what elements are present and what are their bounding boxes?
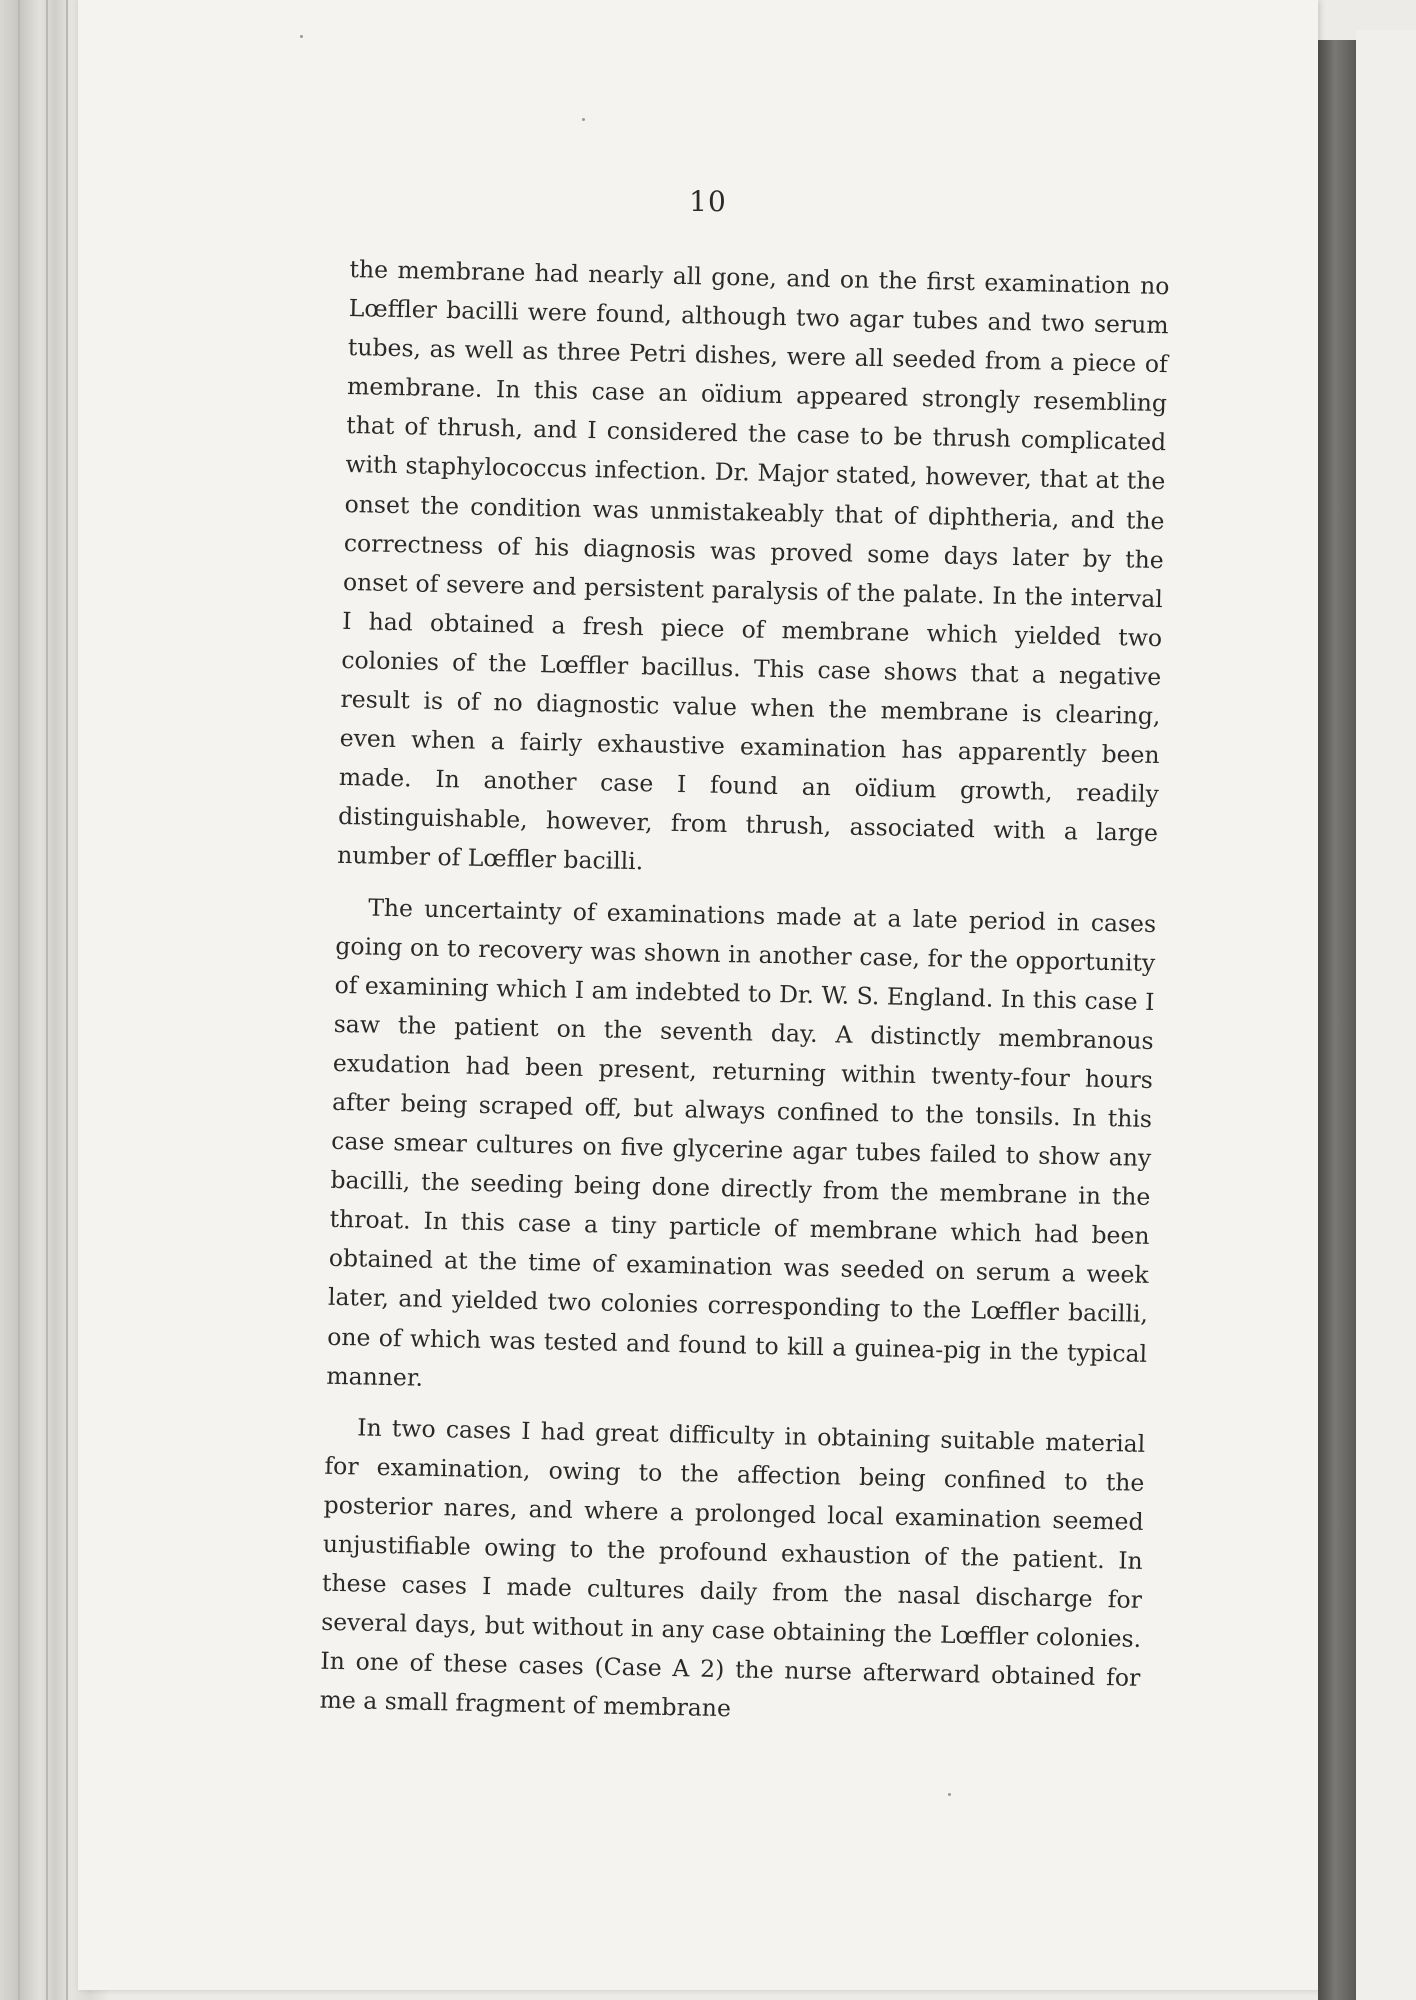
paper-speck <box>582 118 585 121</box>
paragraph: In two cases I had great difficulty in obtaining suitable material for examination, owing to the affection being confined to the posterior nares, and where a prolonged local examination seemed unjustifiable owing to the profound exhaustion of the patient. In these cases I made cultures daily from the nasal discharge for several days, but without in any case obtaining the Lœffler colonies. In one of these cases (Case A 2) the nurse afterward obtained for me a small fragment of membrane <box>319 1413 1146 1723</box>
facing-page-edge <box>1356 30 1416 2000</box>
paragraph: the membrane had nearly all gone, and on the first examination no Lœffler bacilli were found, although two agar tubes and two serum tubes, as well as three Petri dishes, were all seeded from a piece of membrane. In this case an oïdium appeared strongly resembling that of thrush, and I considered the case to be thrush complicated with staphylococcus infection. Dr. Major stated, however, that at the onset the condition was unmistakeably that of diphtheria, and the correctness of his diagnosis was proved some days later by the onset of severe and persistent paralysis of the palate. In the interval I had obtained a fresh piece of membrane which yielded two colonies of the Lœffler bacillus. This case shows that a negative result is of no diagnostic value when the membrane is clearing, even when a fairly exhaustive examination has apparently been made. In another case I found an oïdium growth, readily distinguishable, however, from thrush, associated with a large number of Lœffler bacilli. <box>337 254 1170 876</box>
page-edge-line <box>18 0 20 2000</box>
paper-speck <box>948 1793 951 1796</box>
body-text <box>319 250 1170 1749</box>
paragraph: The uncertainty of examinations made at a late period in cases going on to recovery was shown in another case, for the opportunity of examining which I am indebted to Dr. W. S. England. In this case I saw the patient on the seventh day. A distinctly membranous exudation had been present, returning within twenty-four hours after being scraped off, but always confined to the tonsils. In this case smear cultures on five glycerine agar tubes failed to show any bacilli, the seeding being done directly from the membrane in the throat. In this case a tiny particle of membrane which had been obtained at the time of examination was seeded on serum a week later, and yielded two colonies corresponding to the Lœffler bacilli, one of which was tested and found to kill a guinea-pig in the typical manner. <box>326 893 1157 1392</box>
page-number: 10 <box>689 185 727 218</box>
page-edge-line <box>66 0 68 2000</box>
paper-speck <box>300 35 303 38</box>
page-edge-line <box>46 0 48 2000</box>
binding-shadow <box>1318 40 1356 2000</box>
